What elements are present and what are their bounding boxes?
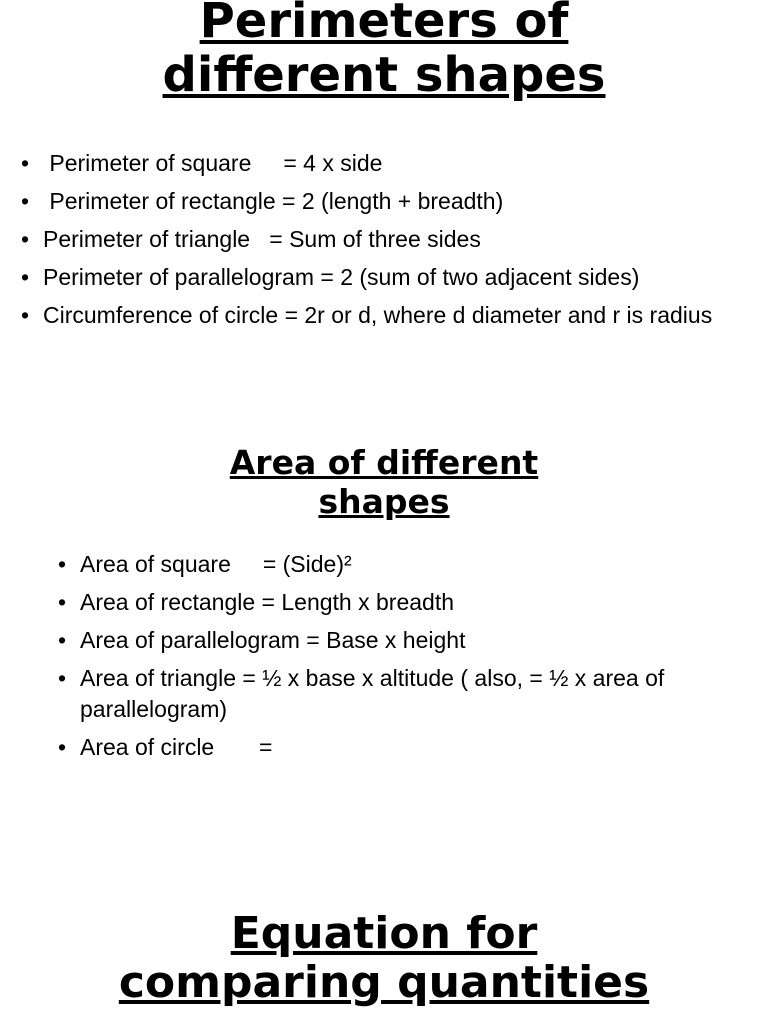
list-item: • Perimeter of rectangle = 2 (length + breadth) — [21, 186, 756, 217]
list-item: • Area of square = (Side)² — [58, 549, 698, 580]
list-item: • Perimeter of square = 4 x side — [21, 148, 756, 179]
perimeter-heading — [0, 0, 768, 102]
perimeter-heading-line2: different shapes — [162, 47, 606, 103]
list-item: • Perimeter of parallelogram = 2 (sum of two adjacent sides) — [21, 262, 756, 293]
list-item: • Perimeter of triangle = Sum of three sides — [21, 224, 756, 255]
equation-heading-line2: comparing quantities — [118, 957, 650, 1008]
area-list — [58, 549, 698, 770]
area-heading — [0, 443, 768, 521]
area-heading-line2: shapes — [318, 482, 450, 521]
list-item: • Area of triangle = ½ x base x altitude ( also, = ½ x area of parallelogram) — [58, 663, 698, 725]
list-item: • Area of circle = — [58, 732, 698, 763]
perimeter-heading-line1: Perimeters of — [199, 0, 569, 49]
area-heading-line1: Area of different — [229, 443, 539, 482]
list-item: • Area of parallelogram = Base x height — [58, 625, 698, 656]
perimeter-list — [21, 148, 756, 338]
list-item: • Area of rectangle = Length x breadth — [58, 587, 698, 618]
list-item: • Circumference of circle = 2r or d, where d diameter and r is radius — [21, 300, 756, 331]
equation-heading-line1: Equation for — [230, 908, 538, 959]
equation-heading — [0, 909, 768, 1007]
